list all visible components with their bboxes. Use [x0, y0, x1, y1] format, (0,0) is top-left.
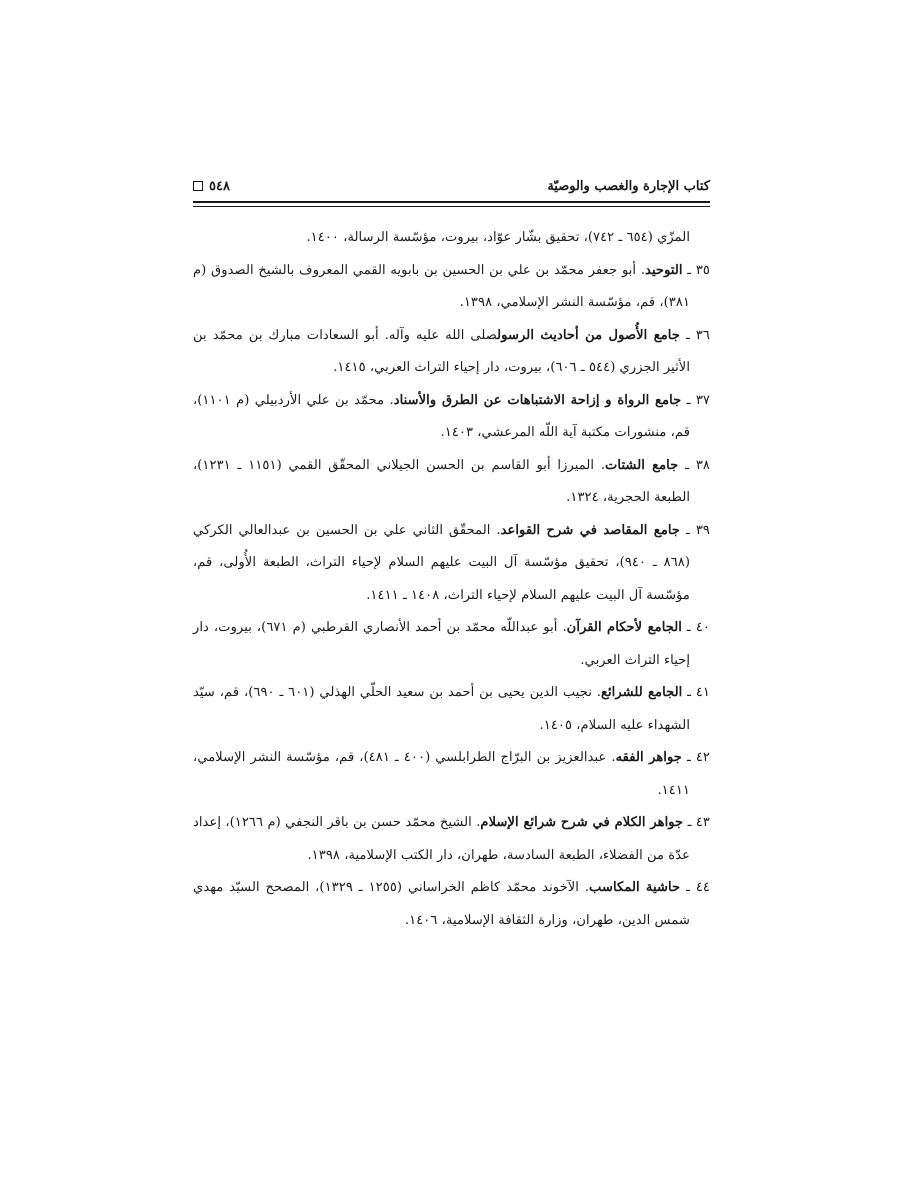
entry-details: . الميرزا أبو القاسم بن الحسن الجيلاني المحقّق القمي (١١٥١ ـ ١٢٣١)، الطبعة الحجرية، ١٣٢٤. [193, 457, 690, 505]
bibliography-entry [193, 222, 710, 255]
entry-number: ٣٨ ـ [678, 457, 710, 473]
entry-details: . الآخوند محمّد كاظم الخراساني (١٢٥٥ ـ ١٣٢٩)، المصحح السيّد مهدي شمس الدين، طهران، وزارة الثقافة الإسلامية، ١٤٠٦. [193, 880, 690, 928]
bibliography-entry [193, 742, 710, 807]
entry-title: حاشية المكاسب [589, 880, 681, 895]
entry-number: ٤٠ ـ [681, 620, 710, 635]
square-bullet-icon [193, 181, 203, 191]
entry-number: ٤٣ ـ [683, 815, 710, 830]
page-number: ٥٤٨ [209, 178, 230, 194]
entry-title: جامع الأُصول من أحاديث الرسول [497, 327, 680, 343]
running-title: كتاب الإجارة والغصب والوصيّة [547, 178, 710, 194]
entry-details: المزّي (٦٥٤ ـ ٧٤٢)، تحقيق بشّار عوّاد، بيروت، مؤسّسة الرسالة، ١٤٠٠. [306, 230, 690, 245]
header-rule-thin [193, 206, 710, 207]
entry-details: . محمّد بن علي الأردبيلي (م ١١٠١)، قم، منشورات مكتبة آية اللّه المرعشي، ١٤٠٣. [193, 392, 690, 440]
entry-title: جامع الرواة و إزاحة الاشتباهات عن الطرق والأسناد [393, 392, 682, 408]
entry-number: ٣٧ ـ [681, 392, 710, 408]
entry-number: ٤٤ ـ [680, 880, 711, 895]
entry-details: . المحقّق الثاني علي بن الحسين بن عبدالعالي الكركي (٨٦٨ ـ ٩٤٠)، تحقيق مؤسّسة آل البيت عليهم السلام لإحياء التراث، الطبعة الأُولى، قم، مؤسّسة آل البيت عليهم السلام لإحياء التراث، ١٤٠٨ ـ ١٤١١. [193, 522, 691, 603]
entry-title: جامع المقاصد في شرح القواعد [500, 522, 681, 538]
entry-number: ٤٢ ـ [681, 750, 710, 765]
entry-title: جواهر الفقه [615, 750, 682, 765]
bibliography-entry [193, 612, 710, 677]
bibliography-entry [193, 450, 710, 515]
entry-title: جواهر الكلام في شرح شرائع الإسلام [480, 815, 684, 830]
entry-number: ٣٩ ـ [680, 522, 710, 538]
bibliography-list [193, 222, 710, 937]
entry-title: الجامع لأحكام القرآن [566, 620, 682, 635]
entry-details: . أبو عبداللّه محمّد بن أحمد الأنصاري القرطبي (م ٦٧١)، بيروت، دار إحياء التراث العربي. [193, 620, 690, 668]
bibliography-entry [193, 807, 710, 872]
entry-details: . أبو جعفر محمّد بن علي بن الحسين بن بابويه القمي المعروف بالشيخ الصدوق (م ٣٨١)، قم، مؤسّسة النشر الإسلامي، ١٣٩٨. [193, 262, 690, 310]
bibliography-entry [193, 255, 710, 320]
entry-details: صلى الله عليه وآله. أبو السعادات مبارك بن محمّد بن الأثير الجزري (٥٤٤ ـ ٦٠٦)، بيروت، دار إحياء التراث العربي، ١٤١٥. [193, 327, 690, 375]
entry-details: . الشيخ محمّد حسن بن باقر النجفي (م ١٢٦٦)، إعداد عدّة من الفضلاء، الطبعة السادسة، طهران، دار الكتب الإسلامية، ١٣٩٨. [193, 815, 690, 863]
entry-details: . عبدالعزيز بن البرّاج الطرابلسي (٤٠٠ ـ ٤٨١)، قم، مؤسّسة النشر الإسلامي، ١٤١١. [193, 750, 690, 798]
entry-title: التوحيد [645, 262, 683, 278]
bibliography-entry [193, 677, 710, 742]
entry-title: الجامع للشرائع [600, 685, 683, 700]
bibliography-entry [193, 872, 710, 937]
entry-number: ٣٦ ـ [679, 327, 710, 343]
entry-details: . نجيب الدين يحيى بن أحمد بن سعيد الحلّي الهذلي (٦٠١ ـ ٦٩٠)، قم، سيّد الشهداء عليه السلام، ١٤٠٥. [193, 685, 690, 733]
entry-title: جامع الشتات [605, 457, 679, 473]
bibliography-entry [193, 385, 710, 450]
bibliography-entry [193, 320, 710, 385]
bibliography-entry [193, 515, 710, 613]
page-header [193, 176, 710, 196]
entry-number: ٤١ ـ [682, 685, 710, 700]
entry-number: ٣٥ ـ [682, 262, 711, 278]
page-number-group [193, 179, 230, 194]
header-rule-thick [193, 201, 710, 203]
